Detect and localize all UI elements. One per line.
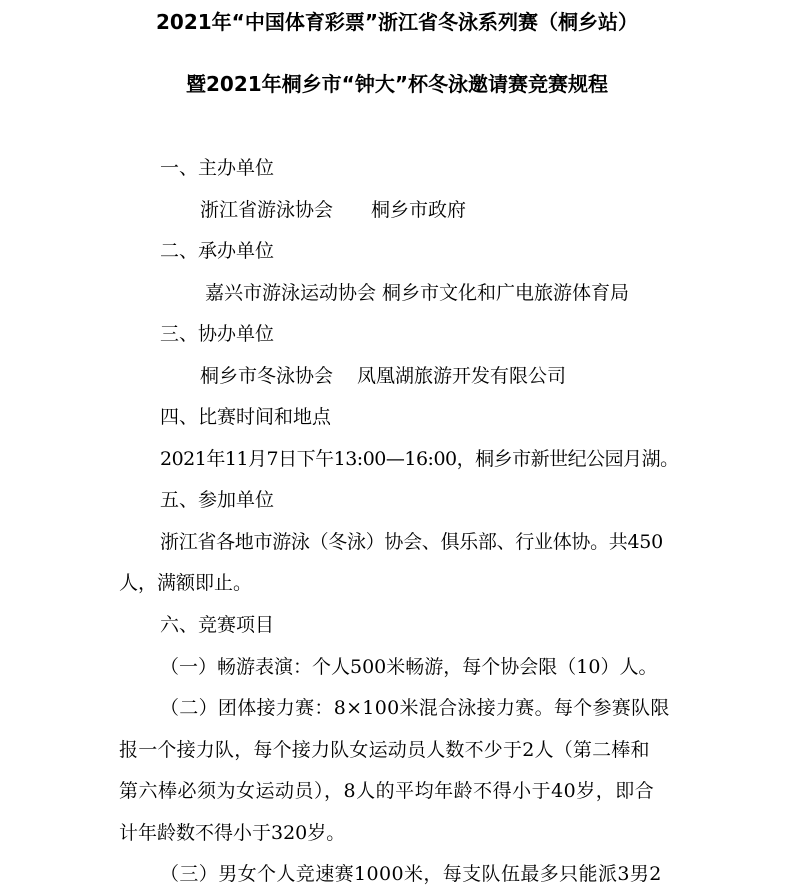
section-2-heading: 二、承办单位 (160, 240, 275, 262)
document-title-line-1: 2021年“中国体育彩票”浙江省冬泳系列赛（桐乡站） (156, 10, 638, 34)
co-organizer-1: 桐乡市冬泳协会 (200, 365, 334, 387)
organizer-2: 桐乡市政府 (371, 199, 467, 221)
section-1-organizers (200, 197, 466, 223)
section-6-item-2-line-3: 第六棒必须为女运动员），8人的平均年龄不得小于40岁，即合 (119, 780, 655, 802)
document-title-line-2: 暨2021年桐乡市“钟大”杯冬泳邀请赛竞赛规程 (186, 72, 608, 96)
section-3-heading: 三、协办单位 (160, 323, 275, 345)
section-4-text: 2021年11月7日下午13:00—16:00，桐乡市新世纪公园月湖。 (160, 448, 679, 470)
section-2-organizers: 嘉兴市游泳运动协会 桐乡市文化和广电旅游体育局 (205, 282, 630, 304)
section-1-heading: 一、主办单位 (160, 157, 275, 179)
section-6-item-1: （一）畅游表演：个人500米畅游，每个协会限（10）人。 (160, 656, 658, 678)
organizer-1: 浙江省游泳协会 (200, 199, 334, 221)
section-6-heading: 六、竞赛项目 (160, 614, 275, 636)
section-6-item-2-line-4: 计年龄数不得小于320岁。 (119, 822, 346, 844)
section-5-heading: 五、参加单位 (160, 489, 275, 511)
section-4-heading: 四、比赛时间和地点 (160, 406, 332, 428)
section-6-item-2-line-1: （二）团体接力赛：8×100米混合泳接力赛。每个参赛队限 (160, 697, 670, 719)
section-6-item-3-line-1: （三）男女个人竞速赛1000米，每支队伍最多只能派3男2 (160, 863, 662, 885)
section-5-text-line-2: 人，满额即止。 (119, 572, 253, 594)
section-3-organizers (200, 363, 566, 389)
section-6-item-2-line-2: 报一个接力队，每个接力队女运动员人数不少于2人（第二棒和 (119, 739, 650, 761)
co-organizer-2: 凤凰湖旅游开发有限公司 (357, 365, 567, 387)
section-5-text-line-1: 浙江省各地市游泳（冬泳）协会、俱乐部、行业体协。共450 (160, 531, 663, 553)
